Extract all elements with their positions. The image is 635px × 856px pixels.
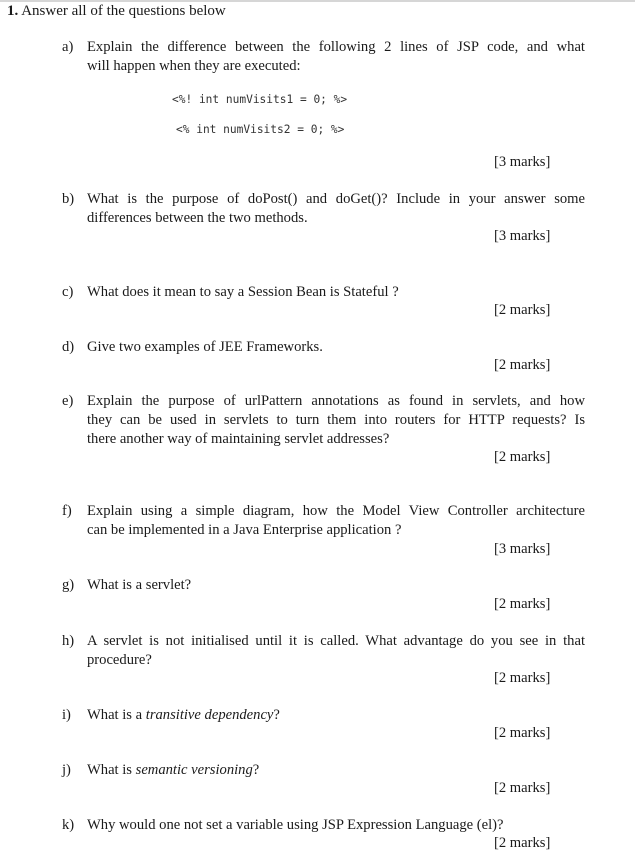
question-label: c) [62, 284, 74, 300]
marks-label: [2 marks] [494, 670, 551, 686]
question-text [87, 392, 585, 449]
question-text [87, 283, 585, 302]
question-text-prefix: What is [87, 762, 136, 778]
question-line: What does it mean to say a Session Bean is Stateful ? [87, 284, 399, 300]
question-line: they can be used in servlets to turn them into routers for HTTP requests? Is [87, 412, 585, 428]
question-label: e) [62, 393, 74, 409]
marks-label: [3 marks] [494, 228, 551, 244]
question-text [87, 632, 585, 670]
question-text [87, 502, 585, 540]
marks-label: [2 marks] [494, 302, 551, 318]
question-term: semantic versioning [135, 762, 253, 778]
question-line: A servlet is not initialised until it is called. What advantage do you see in that [87, 633, 585, 649]
question-text [87, 816, 585, 835]
marks-label: [3 marks] [494, 154, 551, 170]
question-line: Explain using a simple diagram, how the Model View Controller architecture [87, 503, 585, 519]
question-text-prefix: What is a [87, 707, 146, 723]
question-text [87, 576, 585, 595]
marks-label: [2 marks] [494, 596, 551, 612]
section-instruction: Answer all of the questions below [21, 3, 226, 19]
section-number: 1. [7, 3, 19, 19]
question-label: f) [62, 503, 72, 519]
question-text [87, 38, 585, 76]
question-text [87, 190, 585, 228]
question-line: What is a servlet? [87, 577, 192, 593]
question-line [87, 706, 585, 725]
question-text [87, 338, 585, 357]
code-line-declaration: <%! int numVisits1 = 0; %> [172, 93, 348, 106]
question-line: Explain the difference between the following 2 lines of JSP code, and what [87, 39, 585, 55]
question-line: can be implemented in a Java Enterprise application ? [87, 522, 402, 538]
page-top-border [0, 0, 635, 2]
question-line: differences between the two methods. [87, 210, 308, 226]
question-line: What is the purpose of doPost() and doGet()? Include in your answer some [87, 191, 585, 207]
question-text [87, 761, 585, 780]
question-line: Explain the purpose of urlPattern annotations as found in servlets, and how [87, 393, 585, 409]
question-line: Give two examples of JEE Frameworks. [87, 339, 323, 355]
question-term: transitive dependency [145, 707, 274, 723]
question-line: Why would one not set a variable using JSP Expression Language (el)? [87, 817, 504, 833]
question-line [87, 761, 585, 780]
question-text [87, 706, 585, 725]
question-label: k) [62, 817, 75, 833]
question-text-suffix: ? [252, 762, 260, 778]
marks-label: [2 marks] [494, 780, 551, 796]
marks-label: [2 marks] [494, 725, 551, 741]
question-label: b) [62, 191, 75, 207]
marks-label: [3 marks] [494, 541, 551, 557]
question-line: procedure? [87, 652, 152, 668]
question-text-suffix: ? [273, 707, 280, 723]
question-label: d) [62, 339, 75, 355]
code-line-scriptlet: <% int numVisits2 = 0; %> [176, 123, 345, 136]
question-line: will happen when they are executed: [87, 58, 301, 74]
question-label: a) [62, 39, 74, 55]
marks-label: [2 marks] [494, 835, 551, 851]
marks-label: [2 marks] [494, 449, 551, 465]
question-label: i) [62, 707, 71, 723]
section-heading [7, 3, 226, 20]
question-label: h) [62, 633, 75, 649]
question-line: there another way of maintaining servlet addresses? [87, 431, 390, 447]
marks-label: [2 marks] [494, 357, 551, 373]
question-label: g) [62, 577, 75, 593]
question-label: j) [62, 762, 71, 778]
